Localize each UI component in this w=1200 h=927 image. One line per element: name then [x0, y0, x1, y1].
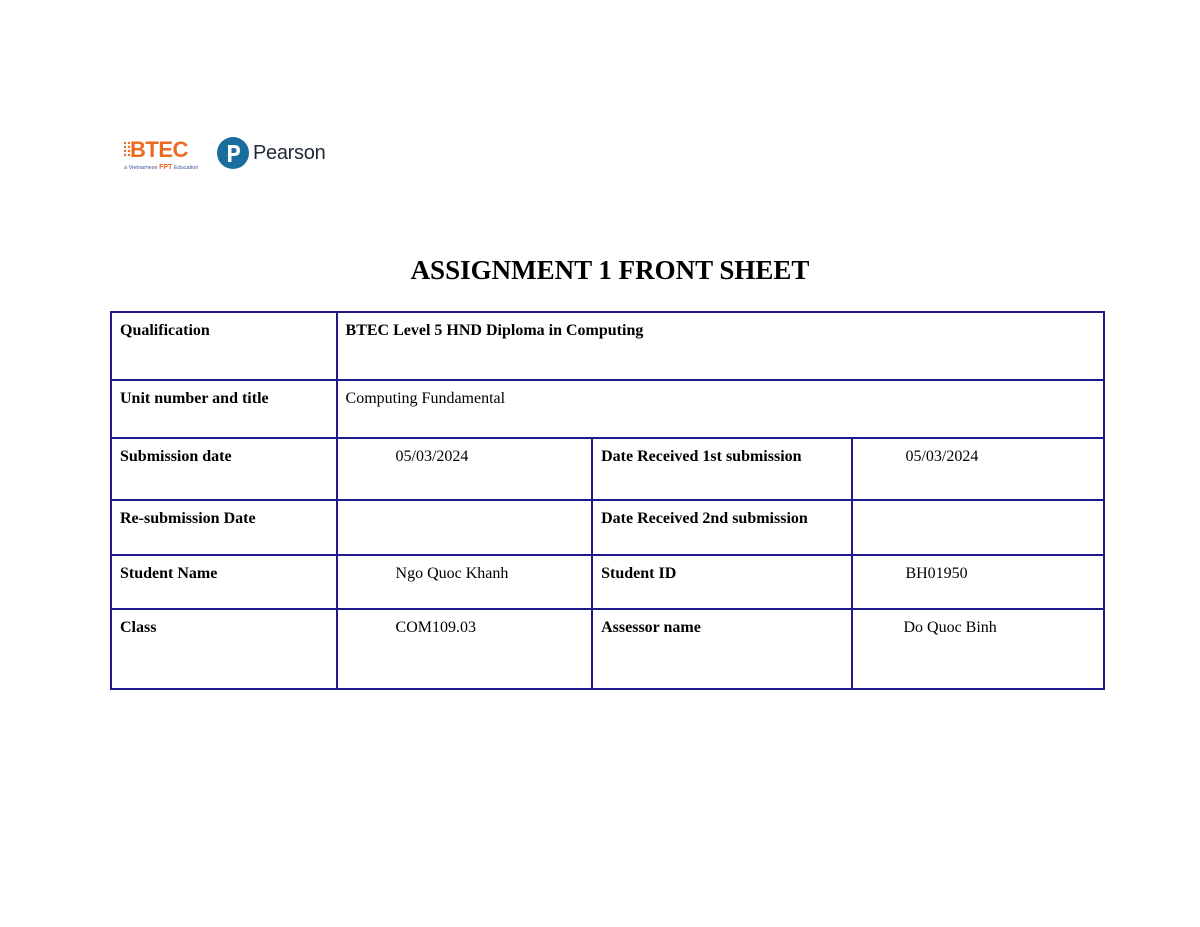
- front-sheet-table: [110, 311, 1105, 690]
- btec-logo: [120, 135, 198, 177]
- pearson-p-icon: [217, 137, 249, 169]
- unit-label: Unit number and title: [111, 380, 337, 438]
- assessor-name-label: Assessor name: [592, 609, 852, 689]
- submission-date-value: 05/03/2024: [337, 438, 593, 500]
- pearson-logo: [217, 137, 337, 177]
- submission-date-label: Submission date: [111, 438, 337, 500]
- date-received-2nd-value: [852, 500, 1104, 555]
- student-id-value: BH01950: [852, 555, 1104, 609]
- resubmission-date-label: Re-submission Date: [111, 500, 337, 555]
- date-received-1st-label: Date Received 1st submission: [592, 438, 852, 500]
- student-name-value: Ngo Quoc Khanh: [337, 555, 593, 609]
- table-row: [111, 609, 1104, 689]
- pearson-wordmark: Pearson: [253, 142, 326, 164]
- unit-value: Computing Fundamental: [337, 380, 1104, 438]
- qualification-value: BTEC Level 5 HND Diploma in Computing: [337, 312, 1104, 380]
- student-id-label: Student ID: [592, 555, 852, 609]
- date-received-2nd-label: Date Received 2nd submission: [592, 500, 852, 555]
- assessor-name-value: Do Quoc Binh: [852, 609, 1104, 689]
- qualification-label: Qualification: [111, 312, 337, 380]
- table-row: [111, 438, 1104, 500]
- class-value: COM109.03: [337, 609, 593, 689]
- class-label: Class: [111, 609, 337, 689]
- resubmission-date-value: [337, 500, 593, 555]
- btec-tagline: a Vietnamese FPT Education: [124, 164, 199, 171]
- student-name-label: Student Name: [111, 555, 337, 609]
- table-row: [111, 555, 1104, 609]
- btec-wordmark: BTEC: [130, 137, 188, 162]
- page-title: ASSIGNMENT 1 FRONT SHEET: [410, 255, 810, 285]
- table-row: [111, 500, 1104, 555]
- table-row: [111, 380, 1104, 438]
- table-row: [111, 312, 1104, 380]
- date-received-1st-value: 05/03/2024: [852, 438, 1104, 500]
